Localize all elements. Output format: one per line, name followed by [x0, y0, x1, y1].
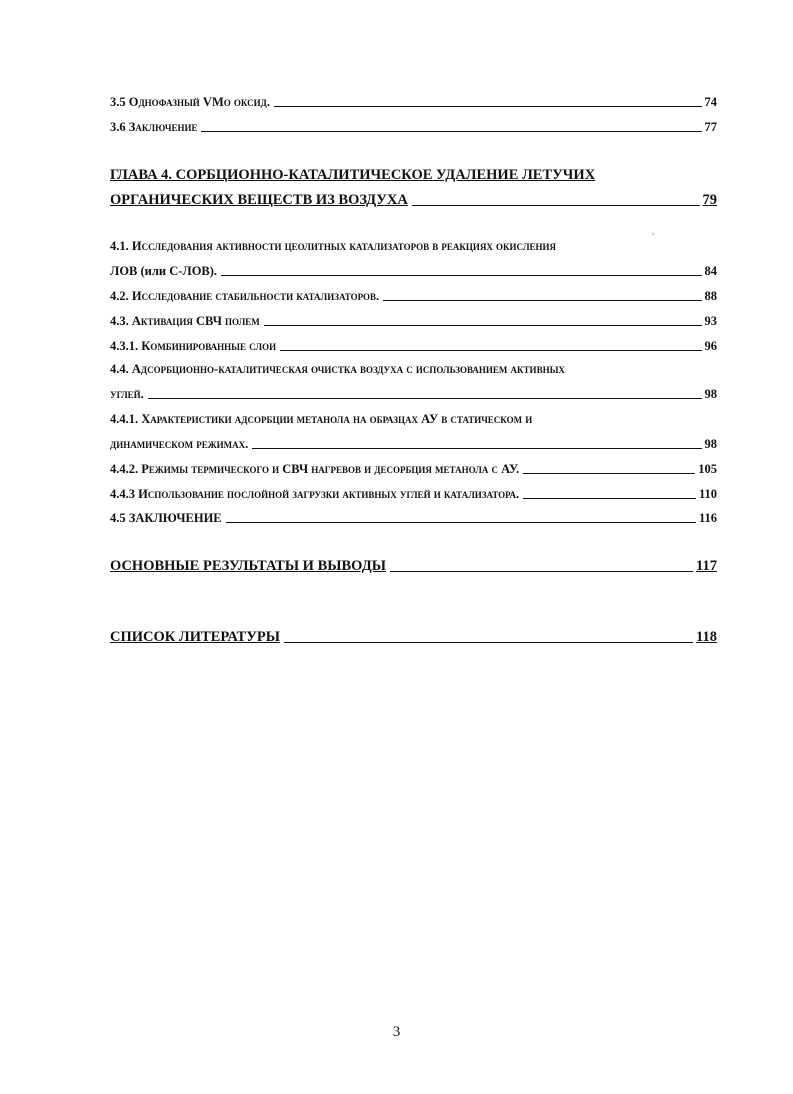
toc-entry-4-4[interactable]	[110, 386, 717, 402]
toc-leader-line	[226, 522, 696, 523]
toc-leader-line	[383, 300, 701, 301]
toc-entry-title: 4.4.3 Использование послойной загрузки активных углей и катализатора.	[110, 487, 520, 501]
toc-entry-title: 4.3. Активация СВЧ полем	[110, 314, 260, 328]
toc-entry-4-4-3[interactable]	[110, 486, 717, 502]
toc-entry-3-6[interactable]	[110, 119, 717, 135]
toc-entry-4-1[interactable]	[110, 263, 717, 279]
toc-leader-line	[523, 473, 695, 474]
toc-entry-title: 4.2. Исследование стабильности катализаторов.	[110, 289, 380, 303]
toc-entry-page: 105	[698, 462, 717, 476]
toc-entry-page: 117	[696, 558, 717, 574]
toc-leader-line	[274, 106, 702, 107]
toc-main-results[interactable]	[110, 557, 717, 575]
toc-entry-page: 116	[698, 511, 717, 525]
toc-entry-page: 93	[704, 314, 717, 328]
toc-entry-page: 110	[698, 487, 717, 501]
toc-entry-4-4-1[interactable]	[110, 436, 717, 452]
toc-leader-line	[148, 398, 702, 399]
toc-entry-page: 98	[704, 437, 717, 451]
toc-leader-line	[390, 571, 693, 572]
toc-leader-line	[284, 642, 693, 643]
toc-entry-4-2[interactable]	[110, 288, 717, 304]
toc-leader-line	[201, 131, 701, 132]
toc-entry-4-4-1-line1[interactable]: 4.4.1. Характеристики адсорбции метанола на образцах АУ в статическом и	[110, 412, 533, 426]
scan-speck: ,	[652, 226, 655, 236]
toc-entry-4-3-1[interactable]	[110, 338, 717, 354]
toc-entry-title: ОРГАНИЧЕСКИХ ВЕЩЕСТВ ИЗ ВОЗДУХА	[110, 192, 408, 208]
toc-entry-title: 3.5 Однофазный VMo оксид.	[110, 95, 270, 109]
toc-entry-title: 3.6 Заключение	[110, 120, 198, 134]
toc-entry-page: 79	[702, 192, 717, 208]
toc-entry-title: динамическом режимах.	[110, 437, 249, 451]
toc-entry-4-4-line1[interactable]: 4.4. Адсорбционно-каталитическая очистка воздуха с использованием активных	[110, 362, 565, 376]
toc-entry-page: 96	[704, 339, 717, 353]
toc-entry-title: ОСНОВНЫЕ РЕЗУЛЬТАТЫ И ВЫВОДЫ	[110, 558, 386, 574]
toc-entry-page: 118	[696, 629, 717, 645]
toc-entry-4-5[interactable]	[110, 510, 717, 526]
toc-entry-page: 74	[704, 95, 717, 109]
toc-entry-page: 77	[704, 120, 717, 134]
toc-entry-title: 4.5 ЗАКЛЮЧЕНИЕ	[110, 511, 222, 525]
toc-entry-title: 4.4.2. Режимы термического и СВЧ нагревов и десорбция метанола с АУ.	[110, 462, 520, 476]
toc-entry-title: ЛОВ (или С-ЛОВ).	[110, 264, 218, 278]
toc-leader-line	[221, 275, 701, 276]
toc-entry-4-1-line1[interactable]: 4.1. Исследования активности цеолитных катализаторов в реакциях окисления	[110, 239, 557, 253]
toc-leader-line	[412, 205, 700, 206]
toc-chapter-4[interactable]	[110, 191, 717, 209]
toc-leader-line	[264, 325, 702, 326]
toc-entry-page: 98	[704, 387, 717, 401]
toc-leader-line	[252, 448, 701, 449]
toc-leader-line	[523, 498, 696, 499]
toc-leader-line	[280, 350, 701, 351]
toc-entry-title: СПИСОК ЛИТЕРАТУРЫ	[110, 629, 280, 645]
toc-chapter-4-title-line1[interactable]: ГЛАВА 4. СОРБЦИОННО-КАТАЛИТИЧЕСКОЕ УДАЛЕНИЕ ЛЕТУЧИХ	[110, 167, 596, 183]
toc-entry-4-4-2[interactable]	[110, 461, 717, 477]
toc-entry-title: углей.	[110, 387, 144, 401]
toc-entry-title: 4.3.1. Комбинированные слои	[110, 339, 277, 353]
toc-entry-page: 84	[704, 264, 717, 278]
toc-references[interactable]	[110, 628, 717, 646]
toc-entry-3-5[interactable]	[110, 94, 717, 110]
toc-entry-4-3[interactable]	[110, 313, 717, 329]
toc-entry-page: 88	[704, 289, 717, 303]
page-number: 3	[392, 1024, 401, 1040]
